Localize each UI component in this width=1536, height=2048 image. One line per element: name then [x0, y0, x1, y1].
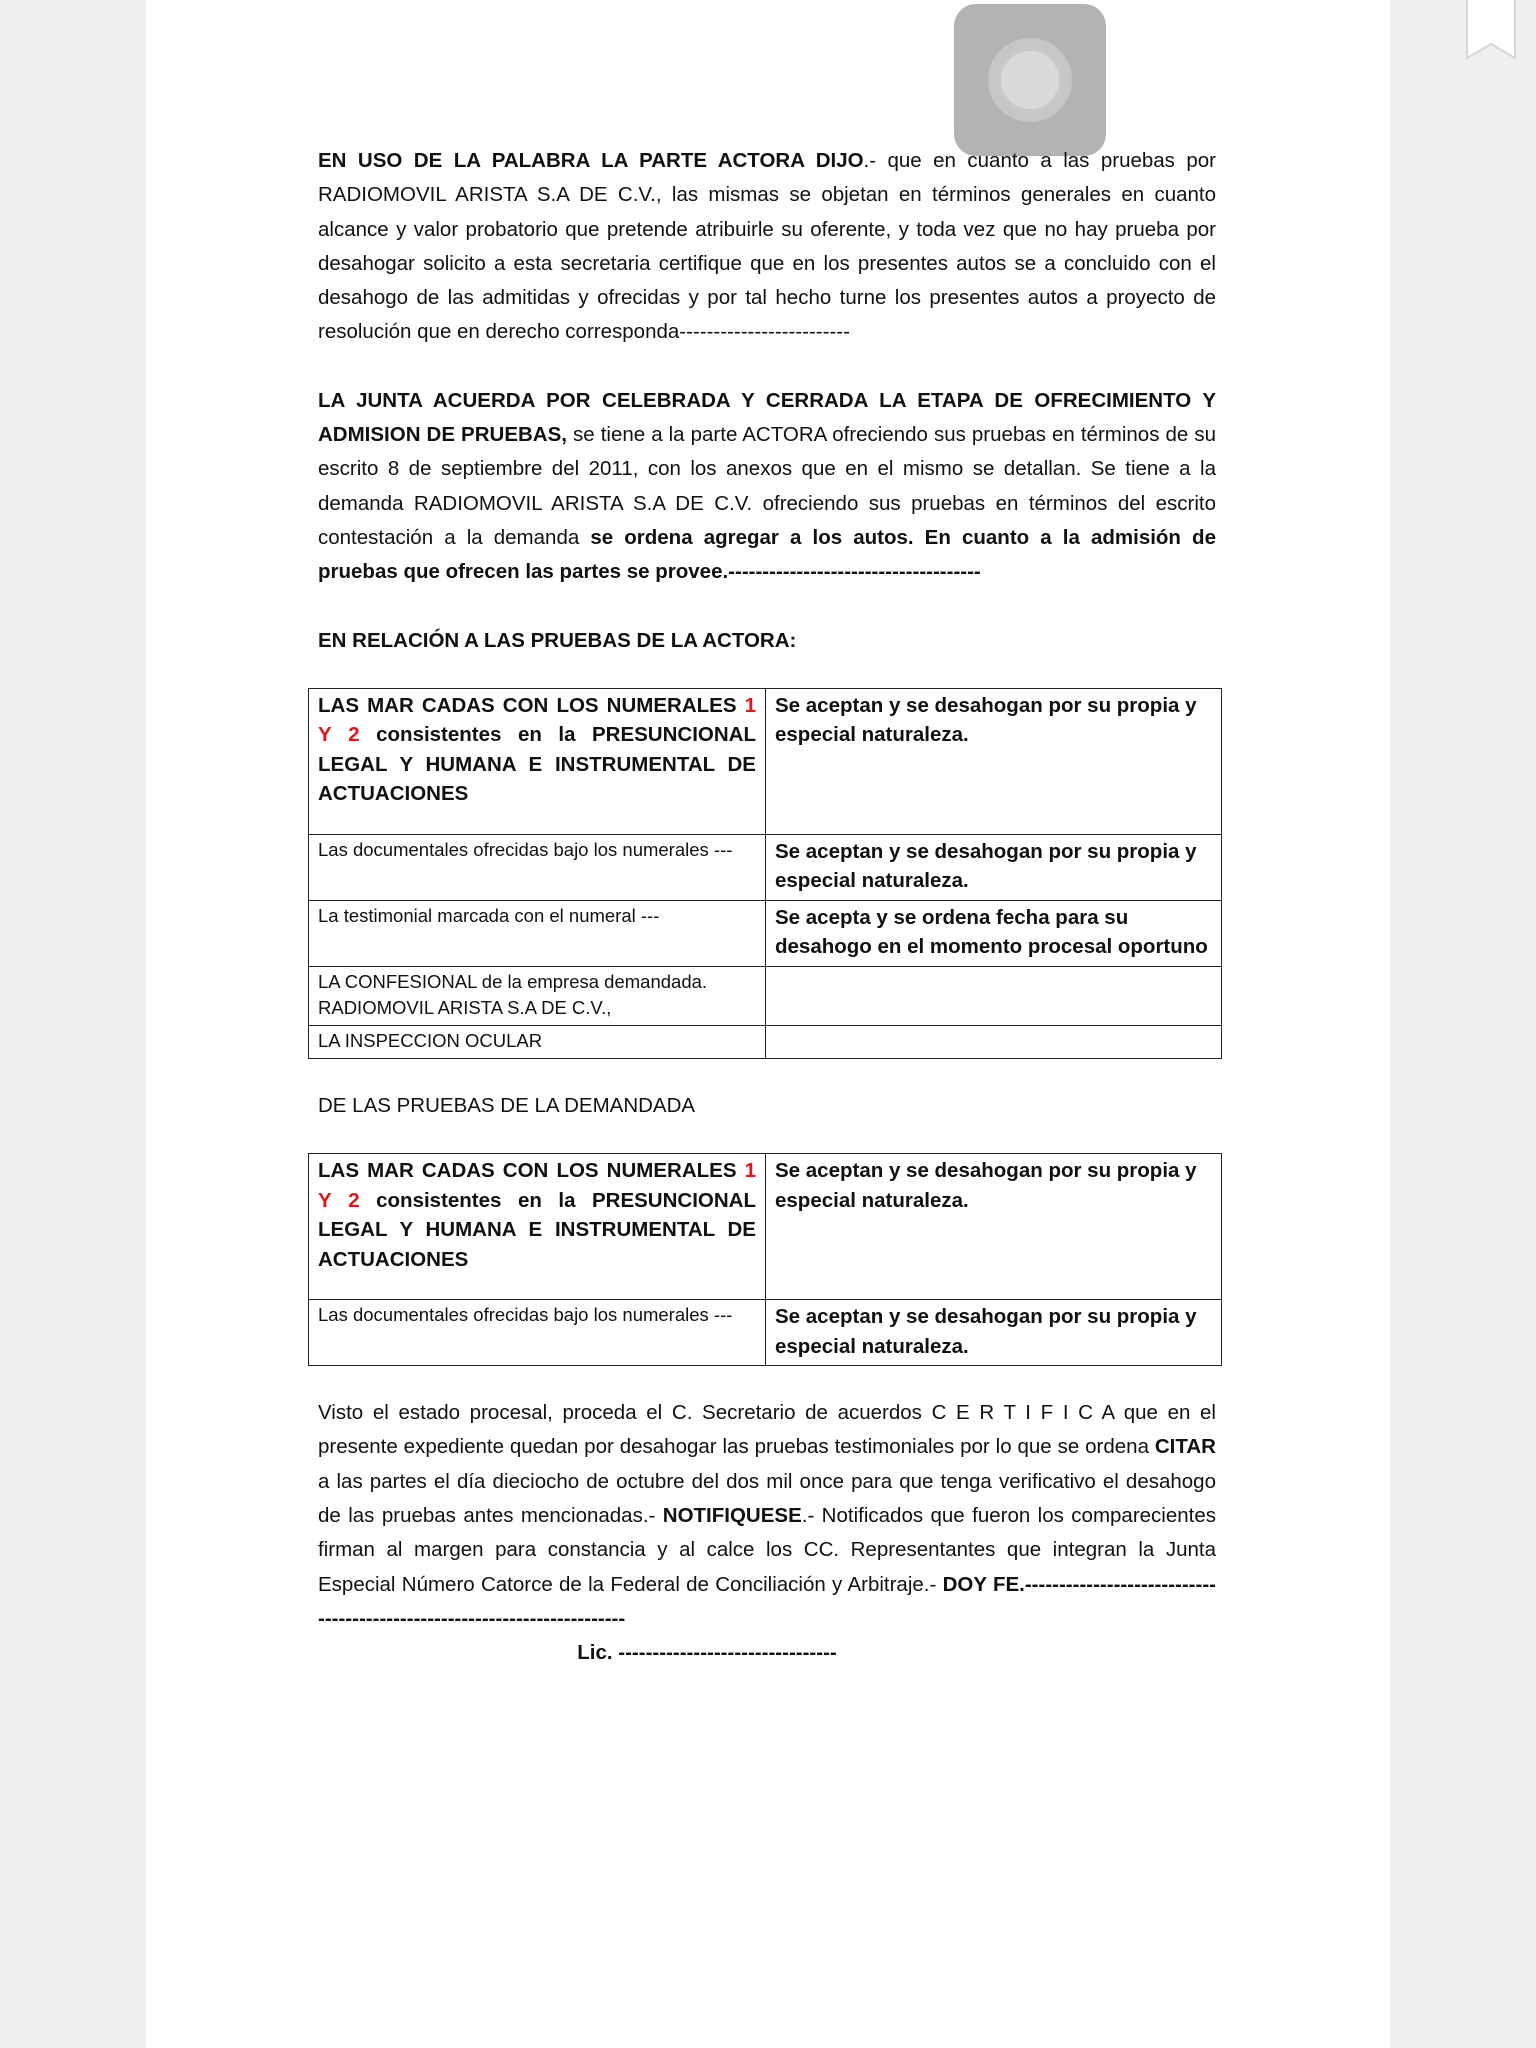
- assistive-touch-dot-icon: [998, 48, 1062, 112]
- table-cell-left: LA INSPECCION OCULAR: [309, 1025, 766, 1058]
- table-cell-left: Las documentales ofrecidas bajo los numerales ---: [309, 834, 766, 900]
- cell-text: Se acepta y se ordena fecha para su desahogo en el momento procesal oportuno: [775, 905, 1208, 959]
- table-cell-right: [766, 834, 1222, 900]
- table-cell-right: [766, 1154, 1222, 1300]
- table-pruebas-actora: [308, 688, 1222, 1059]
- table-row: [309, 1025, 1222, 1058]
- cell-text: consistentes en la PRESUNCIONAL LEGAL Y HUMANA E INSTRUMENTAL DE ACTUACIONES: [318, 1188, 756, 1271]
- table-pruebas-demandada: [308, 1153, 1222, 1366]
- paragraph-actora-dijo-text: .- que en cuanto a las pruebas por RADIOMOVIL ARISTA S.A DE C.V., las mismas se objetan en términos generales en cuanto alcance y valor probatorio que pretende atribuirle su oferente, y toda vez que no hay prueba por desahogar solicito a esta secretaria certifique que en los presentes autos se a concluido con el desahogo de las admitidas y ofrecidas y por tal hecho turne los presentes autos a proyecto de resolución que en derecho corresponda-------------------------: [318, 149, 1217, 344]
- numeral-highlight: 2: [348, 723, 360, 747]
- cell-text: Se aceptan y se desahogan por su propia y especial naturaleza.: [775, 839, 1197, 893]
- table-cell-left: [309, 688, 766, 834]
- paragraph-certifica-text: a las partes el día dieciocho de octubre del dos mil once para que tenga verificativo el desahogo de las pruebas antes mencionadas.-: [318, 1469, 1216, 1528]
- cell-text: Se aceptan y se desahogan por su propia y especial naturaleza.: [775, 693, 1197, 747]
- table-cell-left: La testimonial marcada con el numeral ---: [309, 900, 766, 966]
- document-content: [318, 144, 1216, 1671]
- paragraph-certifica-text: Visto el estado procesal, proceda el C. Secretario de acuerdos C E R T I F I C A que en el presente expediente quedan por desahogar las pruebas testimoniales por lo que se ordena: [318, 1401, 1216, 1459]
- cell-text: Se aceptan y se desahogan por su propia y especial naturaleza.: [775, 1305, 1197, 1358]
- paragraph-certifica: [318, 1396, 1216, 1636]
- heading-pruebas-demandada: DE LAS PRUEBAS DE LA DEMANDADA: [318, 1093, 696, 1117]
- table-cell-left: [309, 1154, 766, 1300]
- assistive-touch-ring-icon: [988, 38, 1072, 122]
- table-cell-right: [766, 966, 1222, 1025]
- signature-text: Lic. --------------------------------: [577, 1641, 837, 1665]
- numeral-highlight: 1 Y: [318, 693, 756, 747]
- paragraph-junta-acuerda-ending: se ordena agregar a los autos. En cuanto a la admisión de pruebas que ofrecen las partes se provee.-------------------------------------: [318, 525, 1216, 584]
- table-cell-right: [766, 1025, 1222, 1058]
- numeral-highlight: 2: [348, 1188, 360, 1212]
- table-cell-left: Las documentales ofrecidas bajo los numerales ---: [309, 1300, 766, 1366]
- table-cell-right: [766, 688, 1222, 834]
- cell-text: LAS MAR CADAS CON LOS NUMERALES: [318, 693, 745, 717]
- paragraph-junta-acuerda-text: se tiene a la parte ACTORA ofreciendo sus pruebas en términos de su escrito 8 de septiembre del 2011, con los anexos que en el mismo se detallan. Se tiene a la demanda RADIOMOVIL ARISTA S.A DE C.V. ofreciendo sus pruebas en términos del escrito contestación a la demanda: [318, 423, 1216, 549]
- notifiquese-keyword: NOTIFIQUESE: [662, 1504, 802, 1528]
- numeral-highlight: 1 Y: [318, 1159, 756, 1212]
- signature-line: [318, 1636, 1216, 1670]
- citar-keyword: CITAR: [1154, 1435, 1216, 1459]
- paragraph-junta-acuerda: [318, 384, 1216, 590]
- table-row: [309, 834, 1222, 900]
- table-row: [309, 688, 1222, 834]
- doy-fe-keyword: DOY FE.-------------------------------------------------------------------------: [318, 1572, 1216, 1630]
- table-row: [309, 1300, 1222, 1366]
- cell-text: Se aceptan y se desahogan por su propia y especial naturaleza.: [775, 1159, 1197, 1212]
- heading-pruebas-actora-text: EN RELACIÓN A LAS PRUEBAS DE LA ACTORA:: [318, 628, 797, 652]
- cell-text: LAS MAR CADAS CON LOS NUMERALES: [318, 1159, 745, 1183]
- bookmark-icon[interactable]: [1466, 0, 1516, 60]
- paragraph-actora-dijo-heading: EN USO DE LA PALABRA LA PARTE ACTORA DIJO: [318, 149, 864, 172]
- table-cell-right: [766, 900, 1222, 966]
- assistive-touch-button[interactable]: [954, 4, 1106, 156]
- paragraph-junta-acuerda-heading: LA JUNTA ACUERDA POR CELEBRADA Y CERRADA LA ETAPA DE OFRECIMIENTO Y ADMISION DE PRUEBAS,: [318, 388, 1216, 447]
- table-row: [309, 900, 1222, 966]
- table-row: [309, 1154, 1222, 1300]
- heading-pruebas-actora: [318, 624, 1216, 658]
- table-cell-right: [766, 1300, 1222, 1366]
- paragraph-certifica-text: .- Notificados que fueron los comparecientes firman al margen para constancia y al calce los CC. Representantes que integran la Junta Especial Número Catorce de la Federal de Conciliación y Arbitraje.-: [318, 1504, 1216, 1596]
- paragraph-actora-dijo: [318, 144, 1216, 350]
- table-cell-left: LA CONFESIONAL de la empresa demandada. RADIOMOVIL ARISTA S.A DE C.V.,: [309, 966, 766, 1025]
- cell-text: consistentes en la PRESUNCIONAL LEGAL Y HUMANA E INSTRUMENTAL DE ACTUACIONES: [318, 723, 756, 806]
- table-row: [309, 966, 1222, 1025]
